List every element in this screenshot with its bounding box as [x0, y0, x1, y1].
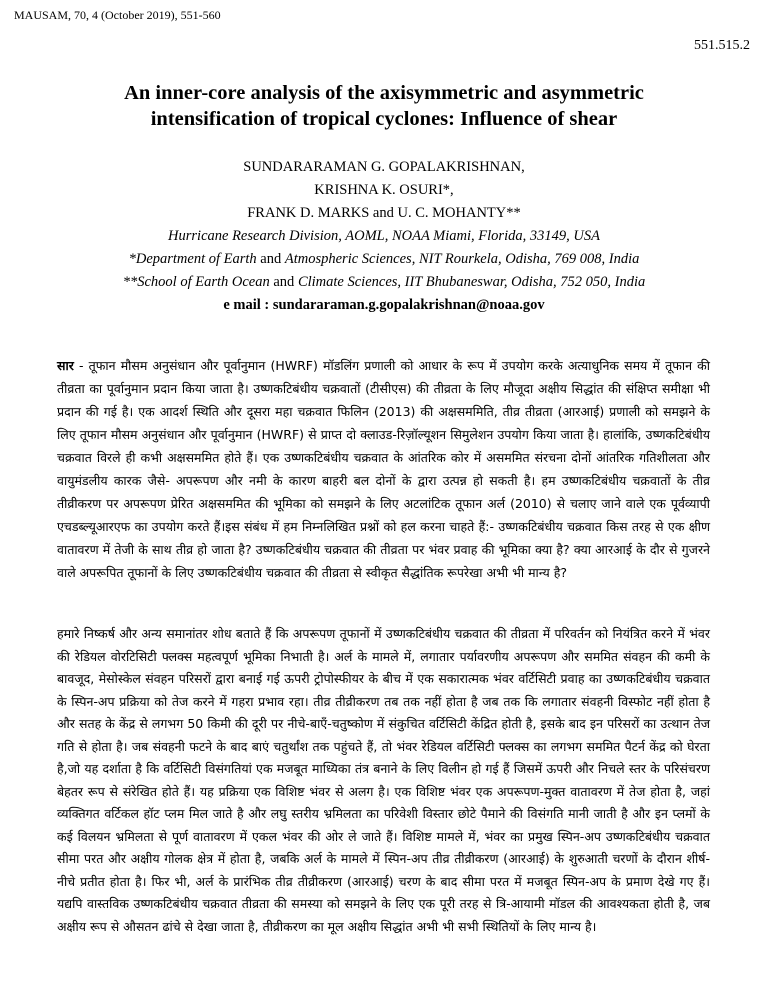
affiliation-line: [0, 271, 768, 294]
journal-reference: MAUSAM, 70, 4 (October 2019), 551-560: [14, 8, 221, 22]
author-line: KRISHNA K. OSURI*,: [314, 182, 454, 198]
affiliation-conjunction: and: [269, 274, 298, 290]
author-line: SUNDARARAMAN G. GOPALAKRISHNAN,: [243, 159, 525, 175]
abstract-paragraph: [57, 354, 710, 584]
author-block: [0, 156, 768, 317]
affiliation-line: [0, 225, 768, 248]
affiliation-line: [0, 248, 768, 271]
affiliation-text: Climate Sciences, IIT Bhubaneswar, Odisha, 752 050, India: [297, 274, 646, 290]
affiliation-text: Hurricane Research Division, AOML, NOAA Miami, Florida, 33149, USA: [168, 228, 600, 244]
affiliation-conjunction: and: [256, 251, 285, 267]
affiliation-text: Atmospheric Sciences, NIT Rourkela, Odisha, 769 008, India: [284, 251, 640, 267]
affiliation-text: **School of Earth Ocean: [122, 274, 270, 290]
abstract-text: - तूफान मौसम अनुसंधान और पूर्वानुमान (HWRF) मॉडलिंग प्रणाली को आधार के रूप में उपयोग करके अत्याधुनिक समय में तूफान की तीव्रता का पूर्वानुमान प्रदान किया जाता है। उष्णकटिबंधीय चक्रवातों (टीसीएस) की तीव्रता के लिए मौजूदा अक्षीय सिद्धांत की संक्षिप्त समीक्षा भी प्रदान की गई है। एक आदर्श स्थिति और दूसरा महा चक्रवात फिलिन (2013) की अक्षसममिति, तीव्र तीव्रता (आरआई) प्रणाली को समझने के लिए तूफान मौसम अनुसंधान और पूर्वानुमान (HWRF) से प्राप्त दो क्लाउड-रिज़ॉल्यूशन सिमुलेशन उपयोग किया जाता है। हालांकि, उष्णकटिबंधीय चक्रवात विरले ही कभी अक्षसममित होते हैं। एक उष्णकटिबंधीय चक्रवात के आंतरिक कोर में असममित संरचना दोनों आंतरिक गतिशीलता और वायुमंडलीय कारक जैसे- अपरूपण और नमी के कारण बाहरी बल दोनों के द्वारा उत्पन्न हो सकती है। हम उष्णकटिबंधीय चक्रवातों के तीव्र तीव्रीकरण पर अपरूपण प्रेरित अक्षसममित की भूमिका को समझने के लिए अटलांटिक तूफान अर्ल (2010) से चलाए जाने वाले एक पूर्वव्यापी एचडब्ल्यूआरएफ का उपयोग करते हैं।इस संबंध में हम निम्नलिखित प्रश्नों को हल करना चाहते हैं:- उष्णकटिबंधीय चक्रवात किस तरह से एक क्षीण वातावरण में तेजी के साथ तीव्र हो जाता है? उष्णकटिबंधीय चक्रवात की तीव्रता पर भंवर प्रवाह की भूमिका क्या है? क्या आरआई के दौर से गुजरने वाले अपरूपित तूफानों के लिए उष्णकटिबंधीय चक्रवात की तीव्रता से स्वीकृत सैद्धांतिक रूपरेखा अभी भी मान्य है?: [57, 358, 710, 580]
paper-title: An inner-core analysis of the axisymmetric and asymmetric intensification of tropical cyclones: Influence of shear: [124, 82, 644, 130]
affiliation-text: *Department of Earth: [128, 251, 257, 267]
udc-number: 551.515.2: [694, 38, 750, 53]
body-paragraph: हमारे निष्कर्ष और अन्य समानांतर शोध बताते हैं कि अपरूपण तूफानों में उष्णकटिबंधीय चक्रवात की तीव्रता में परिवर्तन को नियंत्रित करने में भंवर की रेडियल वोरटिसिटी फ्लक्स महत्वपूर्ण भूमिका निभाती है। अर्ल के मामले में, लगातार पर्यावरणीय अपरूपण और सममित संवहन की कमी के बावजूद, मेसोस्केल संवहन परिसरों द्वारा बनाई गई ऊपरी ट्रोपोस्फीयर के बीच में एक सकारात्मक भंवर वर्टिसिटी प्रवाह का उष्णकटिबंधीय चक्रवात के स्पिन-अप प्रक्रिया को तेज करने में गहरा प्रभाव रहा। तीव्र तीव्रीकरण तब तक नहीं होता है जब तक कि लगातार संवहनी विस्फोट नहीं होता है और सतह के केंद्र से लगभग 50 किमी की दूरी पर नीचे-बाएँ-चतुष्कोण में संकुचित वर्टिसिटी केंद्रित होती है, इसके बाद इन परिसरों का उत्थान तेज गति से होता है। जब संवहनी फटने के बाद बाएं चतुर्थांश तक पहुंचते हैं, तो भंवर रेडियल वर्टिसिटी फ्लक्स का लगभग सममित पैटर्न केंद्र को घेरता है,जो यह दर्शाता है कि वर्टिसिटी विसंगतियां एक मजबूत माध्यिका तंत्र बनाने के लिए विलीन हो गई हैं जिसमें ऊपरी और निचले स्तर के परिसंचरण बेहतर रूप से संरेखित होते हैं। यह प्रक्रिया एक विशिष्ट भंवर से अलग है। एक विशिष्ट भंवर एक अपरूपण-मुक्त वातावरण में तेज होता है, जहां व्यक्तिगत वर्टिकल हॉट प्लम मिल जाते है और लघु स्तरीय भ्रमिलता का परिवेशी विस्तार छोटे पैमाने की विसंगति मानी जाती है और इन प्लमों के कई विलयन भ्रमिलता से पूर्ण वातावरण में एकल भंवर की ओर ले जाते हैं। विशिष्ट मामले में, भंवर का प्रमुख स्पिन-अप उष्णकटिबंधीय चक्रवात सीमा परत और अक्षीय गोलक क्षेत्र में होता है, जबकि अर्ल के मामले में स्पिन-अप तीव्र तीव्रीकरण (आरआई) के शुरुआती चरणों के दौरान शीर्ष-नीचे प्रतीत होता है। फिर भी, अर्ल के प्रारंभिक तीव्र तीव्रीकरण (आरआई) चरण के बाद सीमा परत में मजबूत स्पिन-अप के प्रमाण देखे गए हैं। यद्यपि वास्तविक उष्णकटिबंधीय चक्रवात तीव्रता की समस्या को समझने के लिए एक पूरी तरह से त्रि-आयामी मॉडल की आवश्यकता होती है, जब अक्षीय रूप से औसतन ढांचे से देखा जाता है, तीव्रीकरण का मूल अक्षीय सिद्धांत अभी भी सभी स्थितियों के लिए मान्य है।: [57, 626, 710, 934]
abstract-heading: सार: [57, 358, 74, 373]
email-line: e mail : sundararaman.g.gopalakrishnan@noaa.gov: [223, 297, 545, 313]
author-line: FRANK D. MARKS and U. C. MOHANTY**: [247, 205, 521, 221]
